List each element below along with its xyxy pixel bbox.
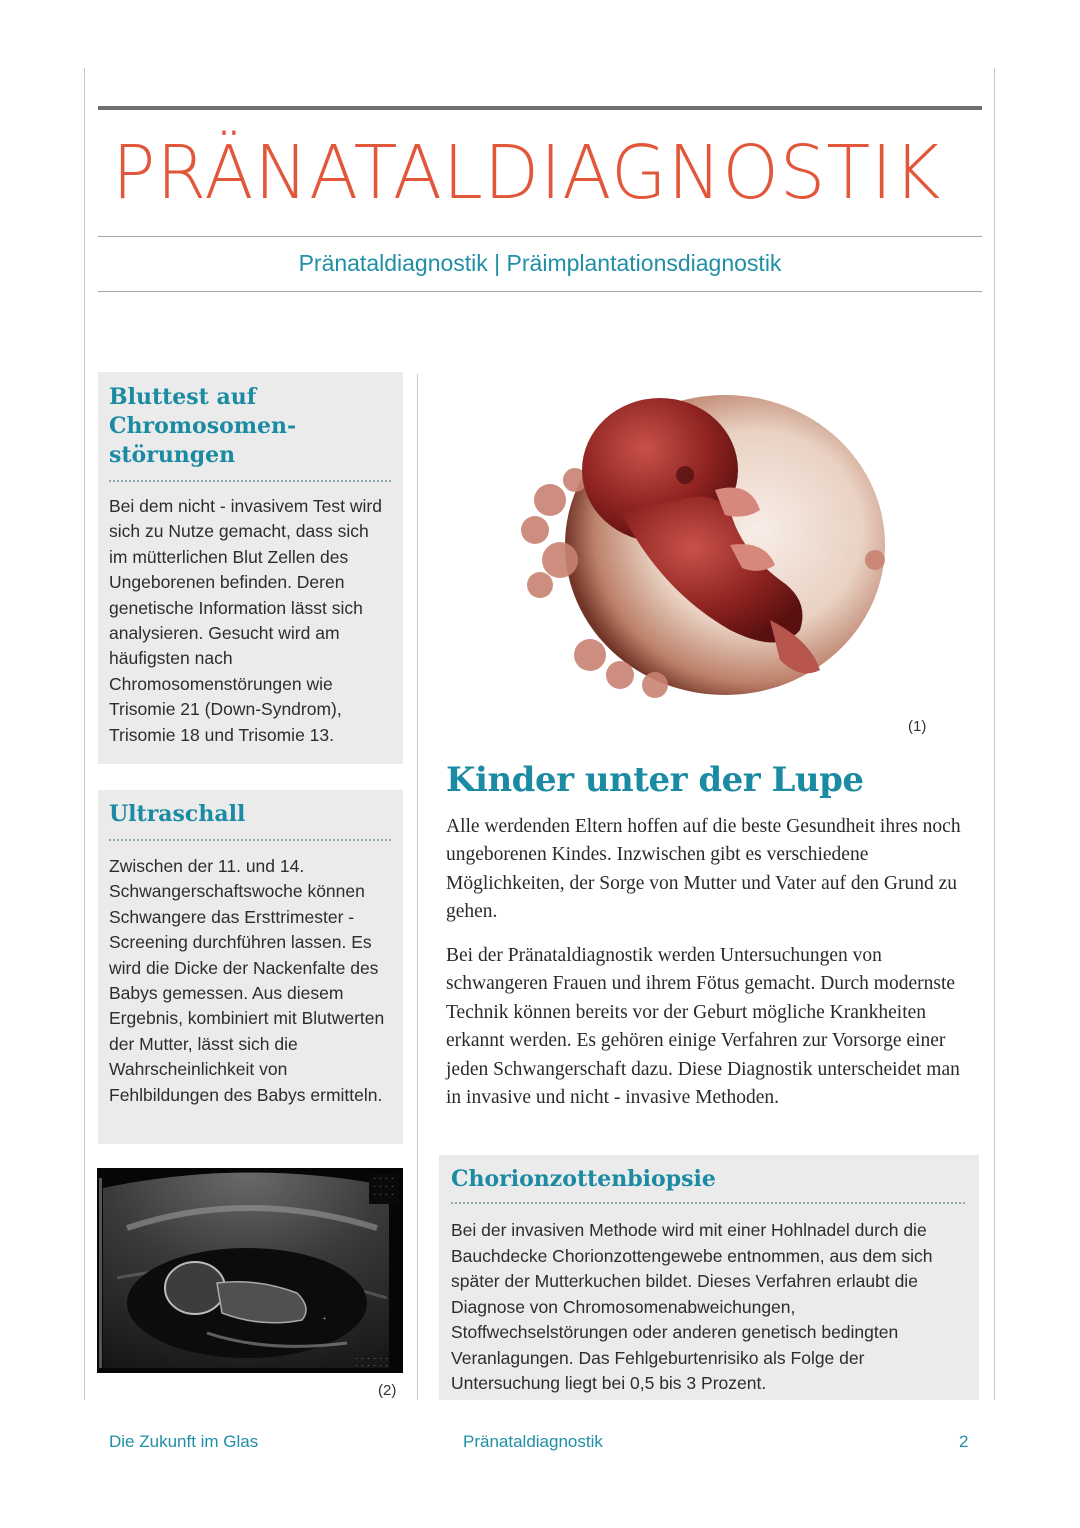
- svg-text:- - - -: - - - -: [373, 1192, 395, 1198]
- footer-left: Die Zukunft im Glas: [109, 1432, 259, 1451]
- footer-center: Pränataldiagnostik: [463, 1432, 603, 1451]
- bluttest-heading-line-1: Bluttest auf: [109, 384, 257, 410]
- ultraschall-heading: Ultraschall: [109, 801, 246, 827]
- chorion-box: [439, 1155, 979, 1400]
- page-title: PRÄNATALDIAGNOSTIK: [112, 130, 942, 216]
- header-top-bar: [98, 106, 982, 110]
- article-title: Kinder unter der Lupe: [446, 760, 864, 800]
- sidebar-box-ultraschall: [98, 790, 403, 1144]
- dotted-divider: [451, 1202, 965, 1204]
- bluttest-heading: [109, 383, 391, 470]
- header-divider-bottom: [98, 291, 982, 292]
- bluttest-heading-line-2: Chromosomen-: [109, 413, 297, 439]
- svg-text:- - - - - -: - - - - - -: [355, 1363, 389, 1369]
- bluttest-body: Bei dem nicht - invasivem Test wird sich zu Nutze gemacht, dass sich im mütterlichen Blut Zellen des Ungeborenen befinden. Deren genetische Information lässt sich analysieren. Gesucht wird am häufigsten nach Chromosomenstörungen wie Trisomie 21 (Down-Syndrom), Trisomie 18 und Trisomie 13.: [109, 496, 382, 745]
- ultrasound-image: [97, 1168, 403, 1373]
- page-number: 2: [959, 1432, 969, 1451]
- dotted-divider: [109, 839, 391, 841]
- svg-text:+: +: [323, 1316, 327, 1322]
- page-subtitle: Pränataldiagnostik | Präimplantationsdiagnostik: [298, 250, 782, 276]
- svg-text:- - - -: - - - -: [373, 1184, 395, 1190]
- ultrasound-caption: (2): [378, 1382, 397, 1399]
- article-paragraph-1: Alle werdenden Eltern hoffen auf die beste Gesundheit ihres noch ungeborenen Kindes. Inzwischen gibt es verschiedene Möglichkeiten, der Sorge von Mutter und Vater auf den Grund zu gehen.: [446, 816, 961, 923]
- page-border-left: [84, 68, 85, 1400]
- dotted-divider: [109, 480, 391, 482]
- svg-text:- - - -: - - - -: [373, 1176, 395, 1182]
- svg-text:- - - - - -: - - - - - -: [355, 1356, 389, 1362]
- column-divider: [417, 374, 418, 1400]
- bluttest-heading-line-3: störungen: [109, 442, 236, 468]
- ultraschall-body: Zwischen der 11. und 14. Schwangerschaftswoche können Schwangere das Ersttrimester - Screening durchführen lassen. Es wird die Dicke der Nackenfalte des Babys gemessen. Aus diesem Ergebnis, kombiniert mit Blutwerten der Mutter, lässt sich die Wahrscheinlichkeit von Fehlbildungen des Babys ermitteln.: [109, 856, 385, 1105]
- chorion-heading: Chorionzottenbiopsie: [451, 1166, 716, 1192]
- ultrasound-scan-graphic: [97, 1168, 403, 1373]
- article-paragraph-2: Bei der Pränataldiagnostik werden Untersuchungen von schwangeren Frauen und ihrem Fötus gemacht. Durch modernste Technik können bereits vor der Geburt mögliche Krankheiten erkannt werden. Es gehören einige Verfahren zur Vorsorge einer jeden Schwangerschaft dazu. Diese Diagnostik unterscheidet man in invasive und nicht - invasive Methoden.: [446, 945, 960, 1109]
- fetus-illustration: [480, 380, 920, 710]
- sidebar-box-bluttest: [98, 372, 403, 764]
- fetus-graphic: [480, 380, 920, 710]
- chorion-body: Bei der invasiven Methode wird mit einer Hohlnadel durch die Bauchdecke Chorionzottengewebe entnommen, aus dem sich später der Mutterkuchen bildet. Dieses Verfahren erlaubt die Diagnose von Chromosomenabweichungen, Stoffwechselstörungen oder anderen genetisch bedingten Veranlagungen. Das Fehlgeburtenrisiko als Folge der Untersuchung liegt bei 0,5 bis 3 Prozent.: [451, 1220, 933, 1393]
- header-divider-top: [98, 236, 982, 237]
- page-border-right: [994, 68, 995, 1400]
- fetus-caption: (1): [908, 718, 927, 735]
